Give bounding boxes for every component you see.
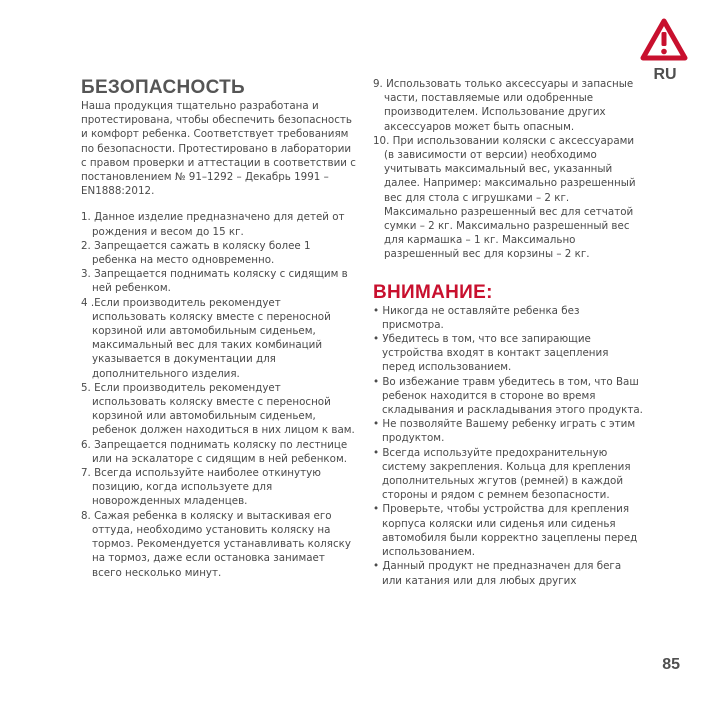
warning-bullet: • Никогда не оставляйте ребенка без присмотра.	[373, 304, 580, 331]
warning-bullet: • Проверьте, чтобы устройства для крепления корпуса коляски или сиденья или сиденья автомобиля были корректно зацеплены перед использованием.	[373, 503, 638, 559]
safety-title: БЕЗОПАСНОСТЬ	[81, 77, 245, 98]
warning-title: ВНИМАНИЕ:	[373, 281, 493, 303]
safety-column-right	[373, 77, 643, 588]
warning-bullet: • Не позволяйте Вашему ребенку играть с этим продуктом.	[373, 418, 636, 445]
list-item: 4 .Если производитель рекомендует использовать коляску вместе с переносной корзиной или автомобильным сиденьем, максимальный вес для таких комбинаций указывается в документации для дополнительного изделия.	[81, 296, 331, 380]
language-code: RU	[653, 66, 677, 83]
intro-paragraph: Наша продукция тщательно разработана и протестирована, чтобы обеспечить безопасность и комфорт ребенка. Соответствует требованиям по безопасности. Протестировано в лаборатории с правом проверки и аттестации в соответствии с постановлением № 91–1292 – Декабрь 1991 – EN1888:2012.	[81, 100, 356, 198]
list-item: 9. Использовать только аксессуары и запасные части, поставляемые или одобренные производителем. Использование других аксессуаров может быть опасным.	[373, 78, 634, 133]
list-item: 2. Запрещается сажать в коляску более 1 ребенка на место одновременно.	[81, 239, 311, 267]
list-item: 5. Если производитель рекомендует использовать коляску вместе с переносной корзиной или автомобильным сиденьем, ребенок должен находиться в них лицом к вам.	[81, 381, 355, 437]
warning-bullet: • Убедитесь в том, что все запирающие устройства входят в контакт зацепления перед использованием.	[373, 333, 609, 374]
list-item: 10. При использовании коляски с аксессуарами (в зависимости от версии) необходимо учитывать максимальный вес, указанный далее. Например: максимально разрешенный вес для стола с игрушками – 2 кг. Максимально разрешенный вес для сетчатой сумки – 2 кг. Максимально разрешенный вес для кармашка – 1 кг. Максимально разрешенный вес для корзины – 2 кг.	[373, 134, 636, 261]
warning-bullet: • Во избежание травм убедитесь в том, что Ваш ребенок находится в стороне во время складывания и раскладывания этого продукта.	[373, 375, 643, 417]
warning-triangle-icon	[640, 18, 688, 62]
list-item: 3. Запрещается поднимать коляску с сидящим в ней ребенком.	[81, 268, 348, 295]
safety-column-left	[81, 77, 356, 580]
warning-bullet: • Данный продукт не предназначен для бега или катания или для любых других	[373, 560, 622, 587]
warning-bullet: • Всегда используйте предохранительную систему закрепления. Кольца для крепления дополнительных жгутов (ремней) в каждой стороны и рядом с ремнем безопасности.	[373, 446, 631, 502]
list-item: 7. Всегда используйте наиболее откинутую позицию, когда используете для новорожденных младенцев.	[81, 467, 321, 508]
list-item: 1. Данное изделие предназначено для детей от рождения и весом до 15 кг.	[81, 211, 345, 238]
page-number: 85	[662, 656, 680, 673]
list-item: 6. Запрещается поднимать коляску по лестнице или на эскалаторе с сидящим в ней ребенком.	[81, 438, 348, 465]
list-item: 8. Сажая ребенка в коляску и вытаскивая его оттуда, необходимо установить коляску на тормоз. Рекомендуется устанавливать коляску на тормоз, даже если остановка занимает всего несколько минут.	[81, 509, 351, 579]
